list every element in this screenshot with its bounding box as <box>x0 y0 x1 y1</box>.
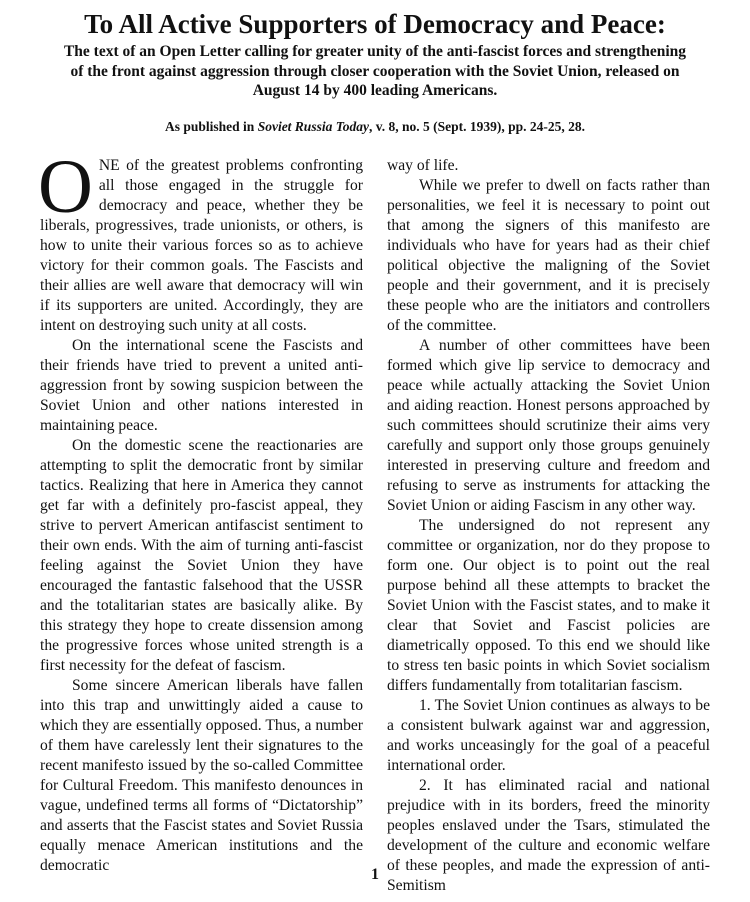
paragraph: On the domestic scene the reactionaries are attempting to split the democratic front by similar tactics. Realizing that here in America they cannot get far with a definitely pro-fascist appeal, they strive to pervert American antifascist sentiment to their own ends. With the aim of turning anti-fascist feeling against the Soviet Union they have encouraged the fantastic falsehood that the USSR and the totalitarian states are basically alike. By this strategy they hope to create dissension among the progressive forces whose united strength is a first necessity for the defeat of fascism. <box>40 437 363 674</box>
page-title: To All Active Supporters of Democracy and Peace: <box>84 9 666 39</box>
citation-prefix: As published in <box>165 119 255 134</box>
paragraph-text: NE of the greatest problems confronting all those engaged in the struggle for democracy and peace, whether they be liberals, progressives, trade unionists, or others, is how to unite their various forces so as to achieve victory for their common goals. The Fascists and their allies are well aware that democracy will win if its supporters are united. Accordingly, they are intent on destroying such unity at all costs. <box>40 157 363 334</box>
paragraph: Some sincere American liberals have fallen into this trap and unwittingly aided a cause to which they are essentially opposed. Thus, a number of them have carelessly lent their signatures to the recent manifesto issued by the so-called Committee for Cultural Freedom. This manifesto denounces in vague, undefined terms all forms of “Dictatorship” and asserts that the Fascist states and Soviet Russia equally menace American institutions and the democratic <box>40 677 363 874</box>
left-column <box>38 145 363 876</box>
citation-journal: Soviet Russia Today <box>257 119 369 134</box>
paragraph: On the international scene the Fascists and their friends have tried to prevent a united anti-aggression front by sowing suspicion between the Soviet Union and other nations interested in maintaining peace. <box>40 337 363 434</box>
paragraph: 1. The Soviet Union continues as always to be a consistent bulwark against war and aggression, and works unceasingly for the goal of a peaceful international order. <box>387 697 710 774</box>
source-citation <box>20 118 730 136</box>
paragraph: 2. It has eliminated racial and national prejudice with in its borders, freed the minority peoples enslaved under the Tsars, stimulated the development of the culture and economic welfare of these peoples, and made the expression of anti-Semitism <box>387 777 710 894</box>
paragraph: While we prefer to dwell on facts rather than personalities, we feel it is necessary to point out that among the signers of this manifesto are individuals who have for years had as their chief political objective the maligning of the Soviet people and their government, and it is precisely these people who are the initiators and controllers of the committee. <box>387 177 710 334</box>
citation-suffix: , v. 8, no. 5 (Sept. 1939), pp. 24-25, 28. <box>368 119 585 134</box>
drop-cap: O <box>38 145 93 229</box>
paragraph: The undersigned do not represent any committee or organization, nor do they propose to form one. Our object is to point out the real purpose behind all these attempts to bracket the Soviet Union with the Fascist states, and to make it clear that Soviet and Fascist policies are diametrically opposed. To this end we should like to stress ten basic points in which Soviet socialism differs fundamentally from totalitarian fascism. <box>387 517 710 694</box>
page-number: 1 <box>371 866 379 883</box>
paragraph <box>38 145 363 336</box>
paragraph: way of life. <box>387 157 459 174</box>
paragraph: A number of other committees have been formed which give lip service to democracy and peace while actually attacking the Soviet Union and aiding reaction. Honest persons approached by such committees should scrutinize their aims very carefully and support only those groups genuinely interested in preserving culture and freedom and refusing to serve as instruments for attacking the Soviet Union or aiding Fascism in any other way. <box>387 337 710 514</box>
page-subtitle: The text of an Open Letter calling for greater unity of the anti-fascist forces and strengthening of the front against aggression through closer cooperation with the Soviet Union, released on August 14 by 400 leading Americans. <box>63 43 687 99</box>
right-column <box>387 156 710 896</box>
